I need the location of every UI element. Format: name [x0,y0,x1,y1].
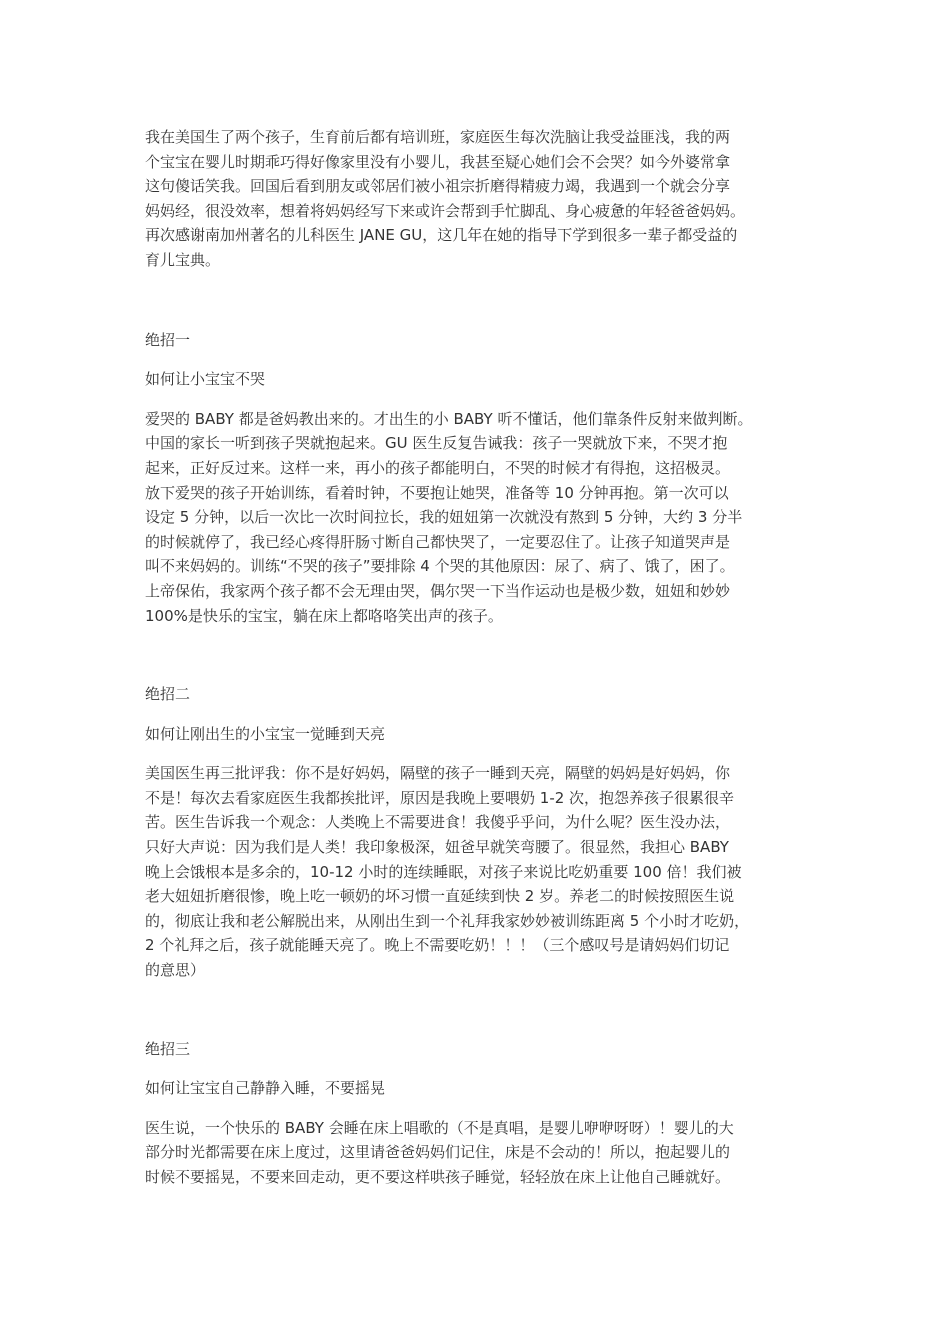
section-heading: 绝招二 [145,685,191,704]
section-heading: 绝招三 [145,1039,191,1058]
section-subheading: 如何让宝宝自己静静入睡，不要摇晃 [145,1079,386,1098]
section-subheading: 如何让小宝宝不哭 [145,370,266,389]
section-body: 医生说，一个快乐的 BABY 会睡在床上唱歌的（不是真唱，是婴儿咿咿呀呀）！婴儿的大 部分时光都需要在床上度过，这里请爸爸妈妈们记住，床是不会动的！所以，抱起婴儿的 时候不要摇晃，不要来回走动，更不要这样哄孩子睡觉，轻轻放在床上让他自己睡就好。 [145,1118,734,1186]
document-page [145,125,810,1190]
section-body: 美国医生再三批评我：你不是好妈妈，隔壁的孩子一睡到天亮，隔壁的妈妈是好妈妈，你 不是！每次去看家庭医生我都挨批评，原因是我晚上要喂奶 1-2 次，抱怨养孩子很累很辛 苦。医生告诉我一个观念：人类晚上不需要进食！我傻乎乎问，为什么呢？医生没办法， 只好大声说：因为我们是人类！我印象极深，妞爸早就笑弯腰了。很显然，我担心 BABY 晚上会饿根本是多余的，10-12 小时的连续睡眠，对孩子来说比吃奶重要 100 倍！我们被 老大妞妞折磨很惨，晚上吃一顿奶的坏习惯一直延续到快 2 岁。养老二的时候按照医生说 的，彻底让我和老公解脱出来，从刚出生到一个礼拜我家妙妙被训练距离 5 个小时才吃奶， 2 个礼拜之后，孩子就能睡天亮了。晚上不需要吃奶！！！（三个感叹号是请妈妈们切记 的意思） [145,764,750,980]
section-subheading: 如何让刚出生的小宝宝一觉睡到天亮 [145,724,386,743]
spacer [145,628,810,682]
section-heading: 绝招一 [145,330,191,349]
section-tip-1 [145,328,810,629]
section-body: 爱哭的 BABY 都是爸妈教出来的。才出生的小 BABY 听不懂话，他们靠条件反射来做判断。 中国的家长一听到孩子哭就抱起来。GU 医生反复告诫我：孩子一哭就放下来，不哭才抱 起来，正好反过来。这样一来，再小的孩子都能明白，不哭的时候才有得抱，这招极灵。 放下爱哭的孩子开始训练，看着时钟，不要抱让她哭，准备等 10 分钟再抱。第一次可以 设定 5 分钟，以后一次比一次时间拉长，我的妞妞第一次就没有熬到 5 分钟，大约 3 分半 的时候就停了，我已经心疼得肝肠寸断自己都快哭了，一定要忍住了。让孩子知道哭声是 叫不来妈妈的。训练“不哭的孩子”要排除 4 个哭的其他原因：尿了、病了、饿了，困了。 上帝保佑，我家两个孩子都不会无理由哭，偶尔哭一下当作运动也是极少数，妞妞和妙妙 100%是快乐的宝宝，躺在床上都咯咯笑出声的孩子。 [145,409,753,625]
section-tip-3 [145,1037,810,1190]
spacer [145,273,810,328]
intro-paragraph: 我在美国生了两个孩子，生育前后都有培训班，家庭医生每次洗脑让我受益匪浅，我的两 个宝宝在婴儿时期乖巧得好像家里没有小婴儿，我甚至疑心她们会不会哭？如今外婆常拿 这句傻话笑我。回国后看到朋友或邻居们被小祖宗折磨得精疲力竭，我遇到一个就会分享 妈妈经，很没效率，想着将妈妈经写下来或许会帮到手忙脚乱、身心疲惫的年轻爸爸妈妈。 再次感谢南加州著名的儿科医生 JANE GU，这几年在她的指导下学到很多一辈子都受益的 育儿宝典。 [145,128,746,269]
spacer [145,983,810,1037]
section-tip-2 [145,682,810,983]
